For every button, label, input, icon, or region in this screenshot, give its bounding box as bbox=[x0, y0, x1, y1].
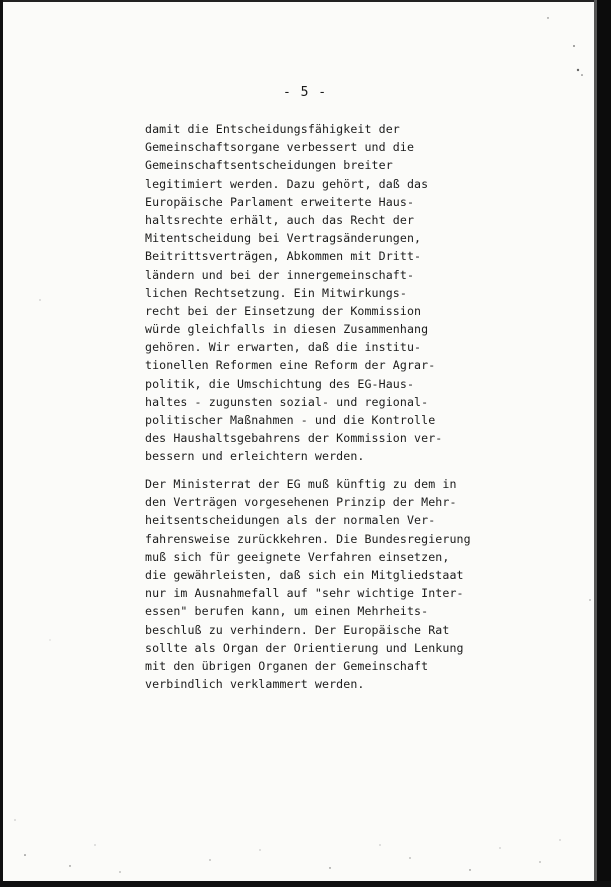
text-line: politik, die Umschichtung des EG-Haus- bbox=[145, 376, 415, 391]
text-line: Gemeinschaftsorgane verbessert und die bbox=[145, 140, 415, 155]
text-line: damit die Entscheidungsfähigkeit der bbox=[145, 122, 400, 136]
paragraph-2 bbox=[145, 475, 471, 693]
text-line: politischer Maßnahmen - und die Kontrolle bbox=[145, 413, 436, 427]
text-line: nur im Ausnahmefall auf "sehr wichtige Inter- bbox=[145, 586, 464, 601]
text-line: Mitentscheidung bei Vertragsänderungen, bbox=[145, 231, 422, 246]
text-line: lichen Rechtsetzung. Ein Mitwirkungs- bbox=[145, 285, 407, 300]
text-line: sollte als Organ der Orientierung und Lenkung bbox=[145, 640, 464, 655]
text-line: Der Ministerrat der EG muß künftig zu dem in bbox=[145, 477, 457, 491]
text-line: recht bei der Einsetzung der Kommission bbox=[145, 303, 422, 318]
page-number: - 5 - bbox=[283, 85, 328, 100]
scan-border-bottom bbox=[0, 881, 611, 887]
text-line: würde gleichfalls in diesen Zusammenhang bbox=[145, 322, 429, 337]
text-line: mit den übrigen Organen der Gemeinschaft bbox=[145, 658, 429, 673]
text-line: essen" berufen kann, um einen Mehrheits- bbox=[145, 604, 429, 619]
text-line: verbindlich verklammert werden. bbox=[145, 677, 365, 692]
scan-border-top bbox=[0, 0, 611, 2]
text-line: die gewährleisten, daß sich ein Mitgliedstaat bbox=[145, 567, 464, 582]
scan-border-right bbox=[597, 0, 611, 887]
paragraph-1 bbox=[145, 120, 445, 466]
text-line: Gemeinschaftsentscheidungen breiter bbox=[145, 158, 393, 173]
text-line: Europäische Parlament erweiterte Haus- bbox=[145, 194, 415, 209]
text-line: gehören. Wir erwarten, daß die institu- bbox=[145, 340, 422, 355]
text-line: den Verträgen vorgesehenen Prinzip der Mehr- bbox=[145, 495, 457, 510]
text-line: heitsentscheidungen als der normalen Ver- bbox=[145, 513, 436, 528]
text-line: Beitrittsverträgen, Abkommen mit Dritt- bbox=[145, 249, 422, 264]
scan-border-left bbox=[0, 0, 3, 887]
text-line: des Haushaltsgebahrens der Kommission ver- bbox=[145, 431, 443, 446]
text-line: tionellen Reformen eine Reform der Agrar- bbox=[145, 358, 436, 373]
text-line: muß sich für geeignete Verfahren einsetzen, bbox=[145, 549, 450, 564]
text-line: haltes - zugunsten sozial- und regional- bbox=[145, 394, 429, 409]
text-line: beschluß zu verhindern. Der Europäische Rat bbox=[145, 622, 450, 637]
text-line: bessern und erleichtern werden. bbox=[145, 449, 365, 464]
text-line: haltsrechte erhält, auch das Recht der bbox=[145, 212, 415, 227]
text-line: ländern und bei der innergemeinschaft- bbox=[145, 267, 415, 282]
text-line: fahrensweise zurückkehren. Die Bundesregierung bbox=[145, 531, 471, 546]
text-line: legitimiert werden. Dazu gehört, daß das bbox=[145, 176, 429, 191]
